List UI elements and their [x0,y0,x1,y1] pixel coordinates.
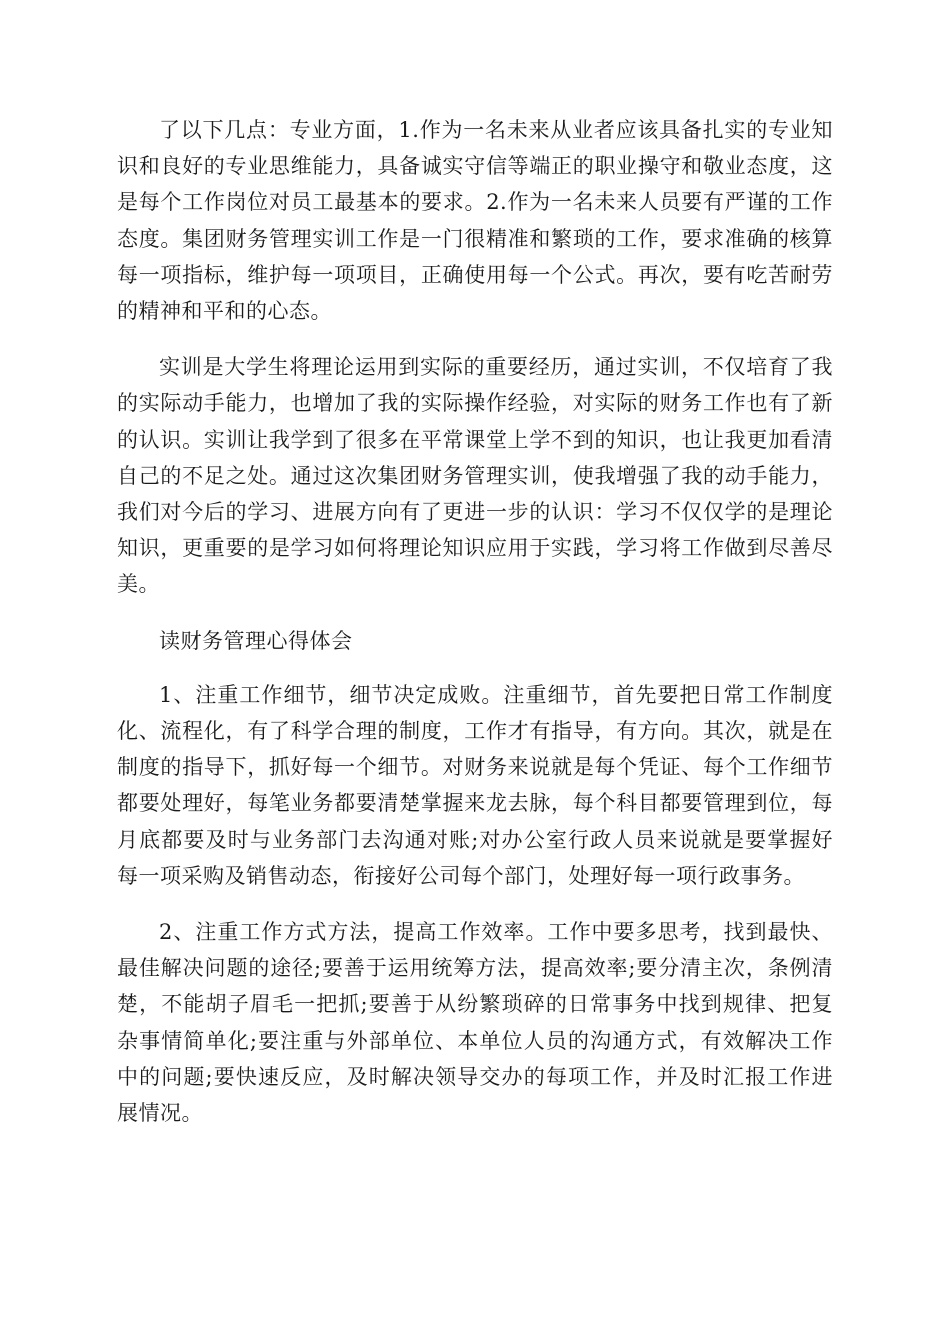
paragraph-work-methods: 2、注重工作方式方法，提高工作效率。工作中要多思考，找到最快、最佳解决问题的途径;要善于运用统筹方法，提高效率;要分清主次，条例清楚，不能胡子眉毛一把抓;要善于从纷繁琐碎的日常事务中找到规律、把复杂事情简单化;要注重与外部单位、本单位人员的沟通方式，有效解决工作中的问题;要快速反应，及时解决领导交办的每项工作，并及时汇报工作进展情况。 [117,920,833,1126]
paragraph-training-experience: 实训是大学生将理论运用到实际的重要经历，通过实训，不仅培育了我的实际动手能力，也增加了我的实际操作经验，对实际的财务工作也有了新的认识。实训让我学到了很多在平常课堂上学不到的知识，也让我更加看清自己的不足之处。通过这次集团财务管理实训，使我增强了我的动手能力，我们对今后的学习、进展方向有了更进一步的认识：学习不仅仅学的是理论知识，更重要的是学习如何将理论知识应用于实践，学习将工作做到尽善尽美。 [117,355,833,597]
document-body [117,112,833,1151]
section-heading: 读财务管理心得体会 [159,628,353,653]
paragraph-attention-to-detail: 1、注重工作细节，细节决定成败。注重细节，首先要把日常工作制度化、流程化，有了科学合理的制度，工作才有指导，有方向。其次，就是在制度的指导下，抓好每一个细节。对财务来说就是每个凭证、每个工作细节都要处理好，每笔业务都要清楚掌握来龙去脉，每个科目都要管理到位，每月底都要及时与业务部门去沟通对账;对办公室行政人员来说就是要掌握好每一项采购及销售动态，衔接好公司每个部门，处理好每一项行政事务。 [117,682,833,888]
paragraph-work-attitude: 了以下几点：专业方面，1.作为一名未来从业者应该具备扎实的专业知识和良好的专业思维能力，具备诚实守信等端正的职业操守和敬业态度，这是每个工作岗位对员工最基本的要求。2.作为一名未来人员要有严谨的工作态度。集团财务管理实训工作是一门很精准和繁琐的工作，要求准确的核算每一项指标，维护每一项项目，正确使用每一个公式。再次，要有吃苦耐劳的精神和平和的心态。 [117,118,833,324]
